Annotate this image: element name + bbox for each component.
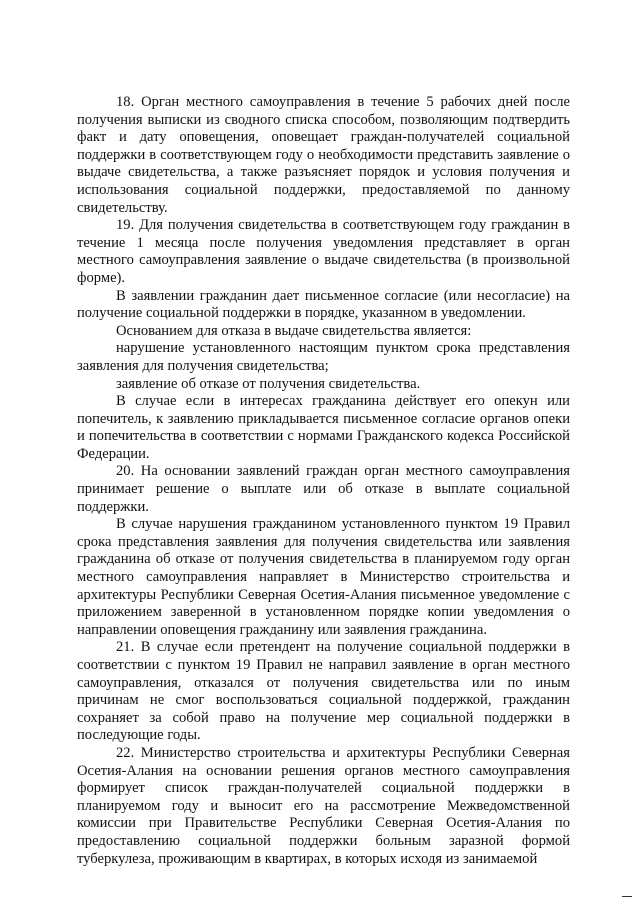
paragraph-violation: В случае нарушения гражданином установленного пунктом 19 Правил срока представления заявления для получения свидетельства или заявления гражданина об отказе от получения свидетельства в планируемом году орган местного самоуправления направляет в Министерство строительства и архитектуры Республики Северная Осетия-Алания письменное уведомление с приложением заверенной в установленном порядке копии уведомления о направлении оповещения гражданину или заявления гражданина. bbox=[77, 516, 570, 638]
document-page bbox=[77, 94, 570, 868]
paragraph-22: 22. Министерство строительства и архитектуры Республики Северная Осетия-Алания на основании решения органов местного самоуправления формирует список граждан-получателей социальной поддержки в планируемом году и выносит его на рассмотрение Межведомственной комиссии при Правительстве Республики Северная Осетия-Алания по предоставлению социальной поддержки больным заразной формой туберкулеза, проживающим в квартирах, в которых исходя из занимаемой bbox=[77, 744, 570, 867]
paragraph-consent: В заявлении гражданин дает письменное согласие (или несогласие) на получение социальной поддержки в порядке, указанном в уведомлении. bbox=[77, 287, 570, 322]
paragraph-refusal-grounds: Основанием для отказа в выдаче свидетельства является: bbox=[116, 322, 472, 339]
page-corner-mark bbox=[622, 896, 632, 897]
paragraph-guardian: В случае если в интересах гражданина действует его опекун или попечитель, к заявлению прикладывается письменное согласие органов опеки и попечительства в соответствии с нормами Гражданского кодекса Российской Федерации. bbox=[77, 393, 570, 462]
paragraph-20: 20. На основании заявлений граждан орган местного самоуправления принимает решение о выплате или об отказе в выплате социальной поддержки. bbox=[77, 463, 570, 515]
paragraph-refusal-ground-deadline: нарушение установленного настоящим пунктом срока представления заявления для получения свидетельства; bbox=[77, 340, 570, 374]
paragraph-19: 19. Для получения свидетельства в соответствующем году гражданин в течение 1 месяца после получения уведомления представляет в орган местного самоуправления заявление о выдаче свидетельства (в произвольной форме). bbox=[77, 217, 570, 286]
paragraph-18: 18. Орган местного самоуправления в течение 5 рабочих дней после получения выписки из сводного списка способом, позволяющим подтвердить факт и дату оповещения, оповещает граждан-получателей социальной поддержки в соответствующем году о необходимости представить заявление о выдаче свидетельства, а также разъясняет порядок и условия получения и использования социальной поддержки, предоставляемой по данному свидетельству. bbox=[77, 94, 570, 216]
paragraph-21: 21. В случае если претендент на получение социальной поддержки в соответствии с пунктом 19 Правил не направил заявление в орган местного самоуправления, отказался от получения свидетельства или по иным причинам не смог воспользоваться социальной поддержкой, гражданин сохраняет за собой право на получение мер социальной поддержки в последующие годы. bbox=[77, 639, 570, 744]
paragraph-refusal-ground-statement: заявление об отказе от получения свидетельства. bbox=[116, 375, 421, 392]
